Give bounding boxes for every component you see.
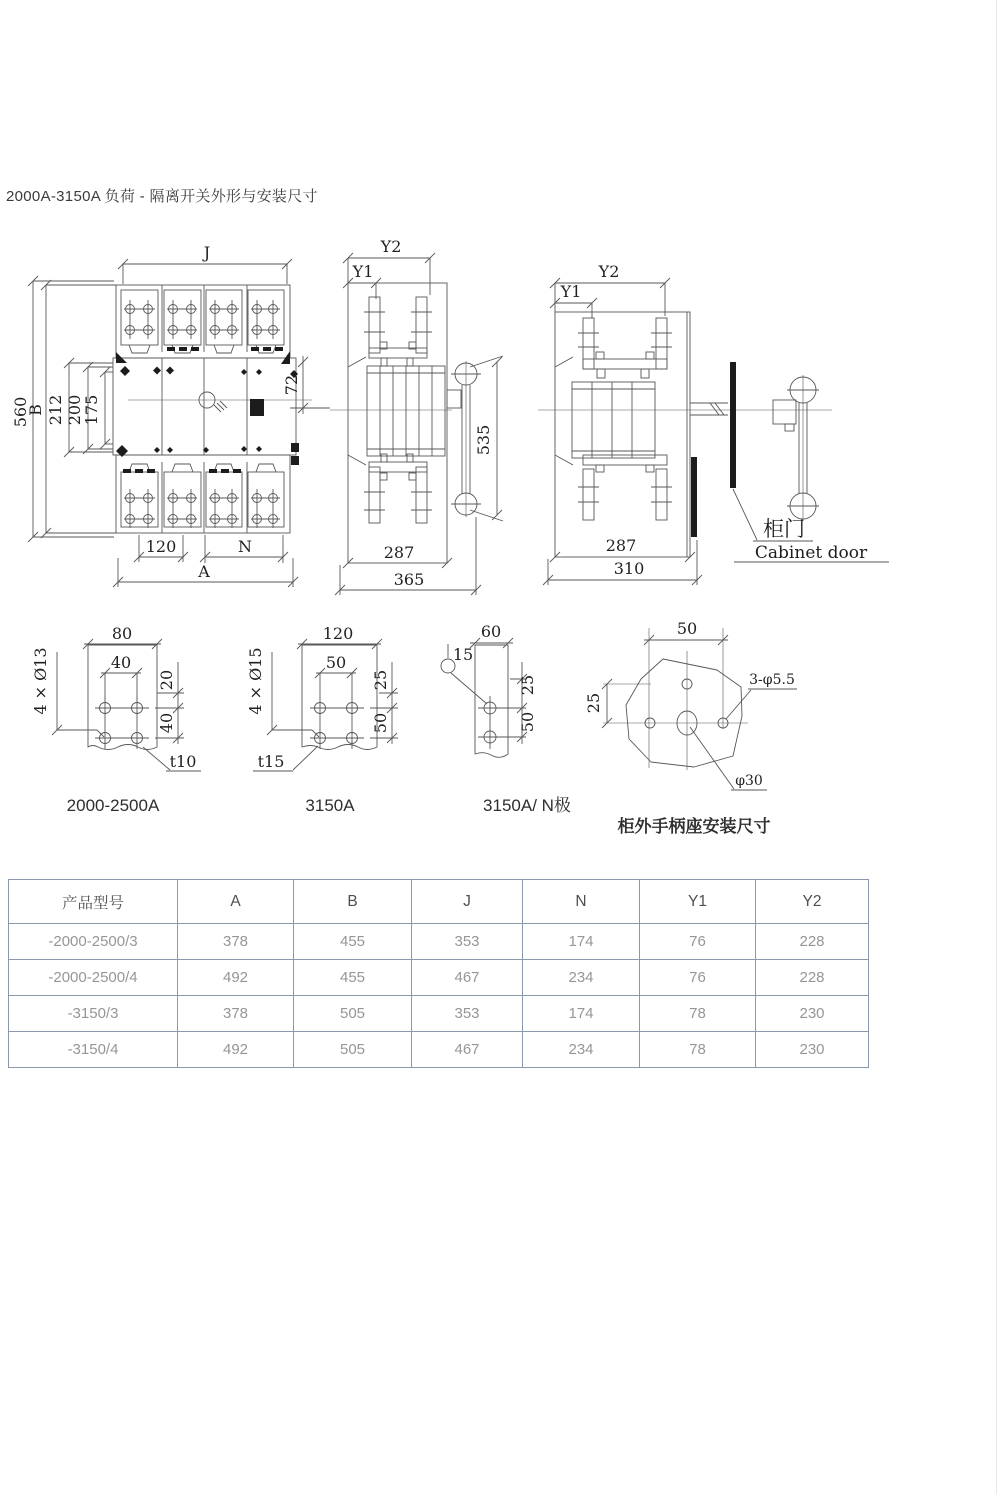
dim-label-y1-door: Y1 bbox=[560, 282, 582, 301]
dim-label-3d55: 3-φ5.5 bbox=[749, 672, 795, 688]
dim-label-287-door: 287 bbox=[605, 536, 637, 555]
dim-label-y2-side: Y2 bbox=[380, 237, 402, 256]
dim-label-20: 20 bbox=[157, 669, 176, 691]
col-header-model: 产品型号 bbox=[9, 880, 178, 924]
dim-label-60: 60 bbox=[480, 622, 502, 641]
handle-base-diagram bbox=[584, 619, 797, 836]
dim-label-120p: 120 bbox=[322, 624, 354, 643]
dim-label-365: 365 bbox=[393, 570, 425, 589]
dim-label-25n: 25 bbox=[518, 674, 537, 696]
handle-base-caption: 柜外手柄座安装尺寸 bbox=[617, 817, 771, 836]
table-header-row bbox=[9, 880, 869, 924]
dim-label-50p: 50 bbox=[325, 653, 347, 672]
cell-y2: 228 bbox=[756, 960, 869, 996]
cell-b: 505 bbox=[294, 996, 412, 1032]
dim-label-40b: 40 bbox=[157, 712, 176, 734]
dim-label-200: 200 bbox=[65, 394, 84, 426]
cell-y2: 230 bbox=[756, 996, 869, 1032]
cell-a: 378 bbox=[178, 924, 294, 960]
side-view-drawing bbox=[330, 237, 503, 595]
cell-n: 174 bbox=[523, 924, 640, 960]
cell-b: 505 bbox=[294, 1032, 412, 1068]
col-header-j: J bbox=[412, 880, 523, 924]
table-row bbox=[9, 924, 869, 960]
cell-model: -3150/3 bbox=[9, 996, 178, 1032]
cell-j: 353 bbox=[412, 996, 523, 1032]
dim-label-4xd13: 4 × Ø13 bbox=[31, 647, 50, 715]
page-title: 2000A-3150A 负荷 - 隔离开关外形与安装尺寸 bbox=[6, 188, 318, 205]
dim-label-50h: 50 bbox=[676, 619, 698, 638]
table-row bbox=[9, 996, 869, 1032]
cell-y2: 230 bbox=[756, 1032, 869, 1068]
table-row bbox=[9, 960, 869, 996]
dim-label-j: J bbox=[203, 243, 211, 262]
dim-label-t15: t15 bbox=[257, 752, 285, 771]
dim-label-y1-side: Y1 bbox=[352, 262, 374, 281]
cell-b: 455 bbox=[294, 924, 412, 960]
col-header-y2: Y2 bbox=[756, 880, 869, 924]
cell-model: -2000-2500/3 bbox=[9, 924, 178, 960]
dim-label-25p: 25 bbox=[371, 669, 390, 691]
cell-y1: 78 bbox=[640, 996, 756, 1032]
cell-model: -3150/4 bbox=[9, 1032, 178, 1068]
cell-j: 353 bbox=[412, 924, 523, 960]
pad-3150-caption: 3150A bbox=[305, 796, 355, 815]
col-header-y1: Y1 bbox=[640, 880, 756, 924]
cell-n: 234 bbox=[523, 960, 640, 996]
table-row bbox=[9, 1032, 869, 1068]
cell-y1: 76 bbox=[640, 924, 756, 960]
cell-y1: 78 bbox=[640, 1032, 756, 1068]
dim-label-80: 80 bbox=[111, 624, 133, 643]
col-header-a: A bbox=[178, 880, 294, 924]
page-edge-divider bbox=[996, 0, 997, 1494]
dim-label-25h: 25 bbox=[584, 692, 603, 714]
cabinet-door-label-en: Cabinet door bbox=[754, 543, 868, 563]
col-header-n: N bbox=[523, 880, 640, 924]
cabinet-door-label-cn: 柜门 bbox=[763, 517, 805, 541]
front-view-drawing bbox=[11, 243, 330, 587]
dim-label-t10: t10 bbox=[169, 752, 197, 771]
cell-b: 455 bbox=[294, 960, 412, 996]
cell-j: 467 bbox=[412, 1032, 523, 1068]
cell-y2: 228 bbox=[756, 924, 869, 960]
dim-label-535: 535 bbox=[474, 424, 493, 456]
dimension-table bbox=[8, 879, 869, 1068]
cell-n: 174 bbox=[523, 996, 640, 1032]
dim-label-15: 15 bbox=[452, 645, 474, 664]
pad-2000-2500-caption: 2000-2500A bbox=[66, 796, 160, 815]
cell-a: 492 bbox=[178, 960, 294, 996]
pad-3150-n-diagram bbox=[441, 622, 571, 815]
dim-label-50n: 50 bbox=[518, 711, 537, 733]
col-header-b: B bbox=[294, 880, 412, 924]
cell-n: 234 bbox=[523, 1032, 640, 1068]
dim-label-72: 72 bbox=[282, 374, 301, 396]
dim-label-287-side: 287 bbox=[383, 543, 415, 562]
dim-label-310: 310 bbox=[613, 559, 645, 578]
cell-j: 467 bbox=[412, 960, 523, 996]
dim-label-n: N bbox=[238, 537, 252, 556]
dim-label-y2-door: Y2 bbox=[598, 262, 620, 281]
pad-3150-diagram bbox=[246, 624, 398, 815]
cell-model: -2000-2500/4 bbox=[9, 960, 178, 996]
cell-a: 492 bbox=[178, 1032, 294, 1068]
cell-a: 378 bbox=[178, 996, 294, 1032]
dim-label-d30: φ30 bbox=[735, 773, 763, 789]
dim-label-a: A bbox=[198, 562, 210, 581]
pad-3150-n-caption: 3150A/ N极 bbox=[483, 796, 571, 815]
cell-y1: 76 bbox=[640, 960, 756, 996]
dim-label-b: B bbox=[26, 404, 45, 416]
dim-label-4xd15: 4 × Ø15 bbox=[246, 647, 265, 715]
pad-2000-2500-diagram bbox=[31, 624, 201, 815]
dim-label-40: 40 bbox=[110, 653, 132, 672]
dim-label-120: 120 bbox=[145, 537, 177, 556]
dim-label-50pb: 50 bbox=[371, 712, 390, 734]
door-view-drawing bbox=[538, 262, 889, 585]
dim-label-560: 560 bbox=[11, 396, 30, 428]
dim-label-212: 212 bbox=[46, 394, 65, 426]
dim-label-175: 175 bbox=[82, 394, 101, 426]
